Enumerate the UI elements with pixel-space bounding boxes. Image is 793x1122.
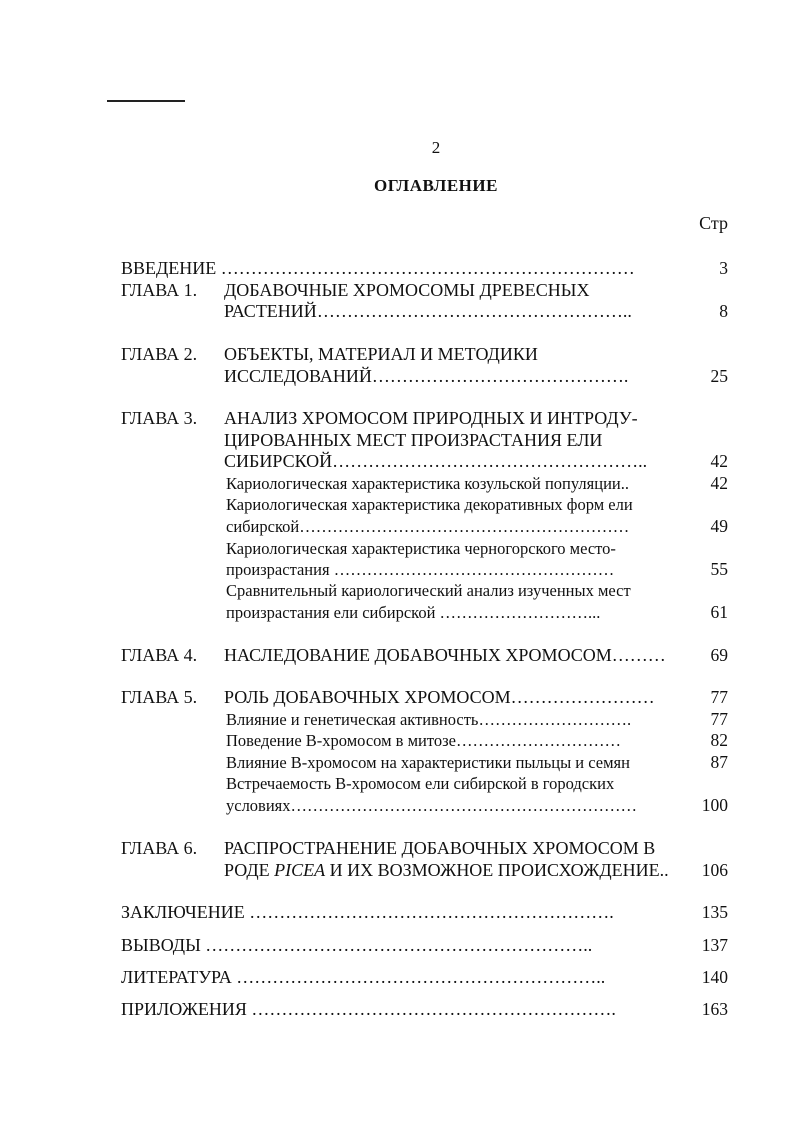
scan-artifact-line	[107, 100, 185, 102]
chapter-2-title-line2: ИССЛЕДОВАНИЙ…………………………………….	[224, 366, 629, 386]
chapter-5-sub-3: Влияние В-хромосом на характеристики пыльцы и семян	[226, 753, 630, 772]
page-column-label: Стр	[699, 213, 728, 233]
chapter-3-sub-2-line1: Кариологическая характеристика декоративных форм ели	[226, 495, 633, 514]
chapter-3-title-line1: АНАЛИЗ ХРОМОСОМ ПРИРОДНЫХ И ИНТРОДУ-	[224, 408, 638, 428]
chapter-3-sub-1-page: 42	[710, 473, 728, 493]
toc-title: ОГЛАВЛЕНИЕ	[374, 176, 498, 195]
chapter-3-sub-4-page: 61	[710, 602, 728, 622]
chapter-4-page: 69	[710, 645, 728, 665]
chapter-2-title-line1: ОБЪЕКТЫ, МАТЕРИАЛ И МЕТОДИКИ	[224, 344, 538, 364]
chapter-6-number: ГЛАВА 6.	[121, 838, 198, 858]
toc-page-findings: 137	[701, 935, 728, 955]
chapter-5-sub-1: Влияние и генетическая активность……………………….	[226, 710, 632, 729]
chapter-5-sub-2-page: 82	[710, 730, 728, 750]
chapter-1-number: ГЛАВА 1.	[121, 280, 198, 300]
toc-entry-findings: ВЫВОДЫ ………………………………………………………..	[121, 935, 593, 955]
chapter-3-sub-3-line1: Кариологическая характеристика черногорского место-	[226, 539, 616, 558]
toc-page-intro: 3	[719, 258, 728, 278]
chapter-3-number: ГЛАВА 3.	[121, 408, 198, 428]
chapter-5-title: РОЛЬ ДОБАВОЧНЫХ ХРОМОСОМ……………………	[224, 687, 655, 707]
toc-page-appendix: 163	[701, 999, 728, 1019]
chapter-2-number: ГЛАВА 2.	[121, 344, 198, 364]
chapter-4-number: ГЛАВА 4.	[121, 645, 198, 665]
chapter-3-sub-4-line2: произрастания ели сибирской ………………………...	[226, 603, 601, 622]
chapter-1-title-line2: РАСТЕНИЙ……………………………………………..	[224, 301, 632, 321]
chapter-5-sub-4-page: 100	[701, 795, 728, 815]
chapter-3-sub-2-page: 49	[710, 516, 728, 536]
chapter-1-page: 8	[719, 301, 728, 321]
page-number: 2	[431, 138, 441, 157]
chapter-4-title: НАСЛЕДОВАНИЕ ДОБАВОЧНЫХ ХРОМОСОМ………	[224, 645, 666, 665]
toc-entry-conclusion: ЗАКЛЮЧЕНИЕ …………………………………………………….	[121, 902, 614, 922]
chapter-3-sub-3-line2: произрастания ……………………………………………	[226, 560, 615, 579]
toc-entry-intro: ВВЕДЕНИЕ ……………………………………………………………	[121, 258, 635, 278]
toc-page-literature: 140	[701, 967, 728, 987]
chapter-2-page: 25	[710, 366, 728, 386]
chapter-3-sub-3-page: 55	[710, 559, 728, 579]
chapter-6-title-line1: РАСПРОСТРАНЕНИЕ ДОБАВОЧНЫХ ХРОМОСОМ В	[224, 838, 656, 858]
chapter-5-sub-2: Поведение В-хромосом в митозе…………………………	[226, 731, 621, 750]
chapter-3-title-line3: СИБИРСКОЙ……………………………………………..	[224, 451, 648, 471]
chapter-6-page: 106	[701, 860, 728, 880]
chapter-5-sub-1-page: 77	[710, 709, 728, 729]
toc-entry-appendix: ПРИЛОЖЕНИЯ …………………………………………………….	[121, 999, 616, 1019]
chapter-1-title-line1: ДОБАВОЧНЫЕ ХРОМОСОМЫ ДРЕВЕСНЫХ	[224, 280, 590, 300]
chapter-5-sub-3-page: 87	[710, 752, 728, 772]
chapter-5-number: ГЛАВА 5.	[121, 687, 198, 707]
chapter-3-sub-4-line1: Сравнительный кариологический анализ изученных мест	[226, 581, 631, 600]
chapter-3-title-line2: ЦИРОВАННЫХ МЕСТ ПРОИЗРАСТАНИЯ ЕЛИ	[224, 430, 603, 450]
chapter-6-title-line2: РОДЕ PICEA И ИХ ВОЗМОЖНОЕ ПРОИСХОЖДЕНИЕ..	[224, 860, 669, 880]
chapter-5-page: 77	[710, 687, 728, 707]
toc-page-conclusion: 135	[701, 902, 728, 922]
chapter-5-sub-4-line1: Встречаемость В-хромосом ели сибирской в городских	[226, 774, 615, 793]
chapter-3-page: 42	[710, 451, 728, 471]
toc-entry-literature: ЛИТЕРАТУРА ……………………………………………………..	[121, 967, 606, 987]
chapter-5-sub-4-line2: условиях………………………………………………………	[226, 796, 638, 815]
chapter-3-sub-2-line2: сибирской……………………………………………………	[226, 517, 630, 536]
chapter-3-sub-1: Кариологическая характеристика козульской популяции..	[226, 474, 629, 493]
